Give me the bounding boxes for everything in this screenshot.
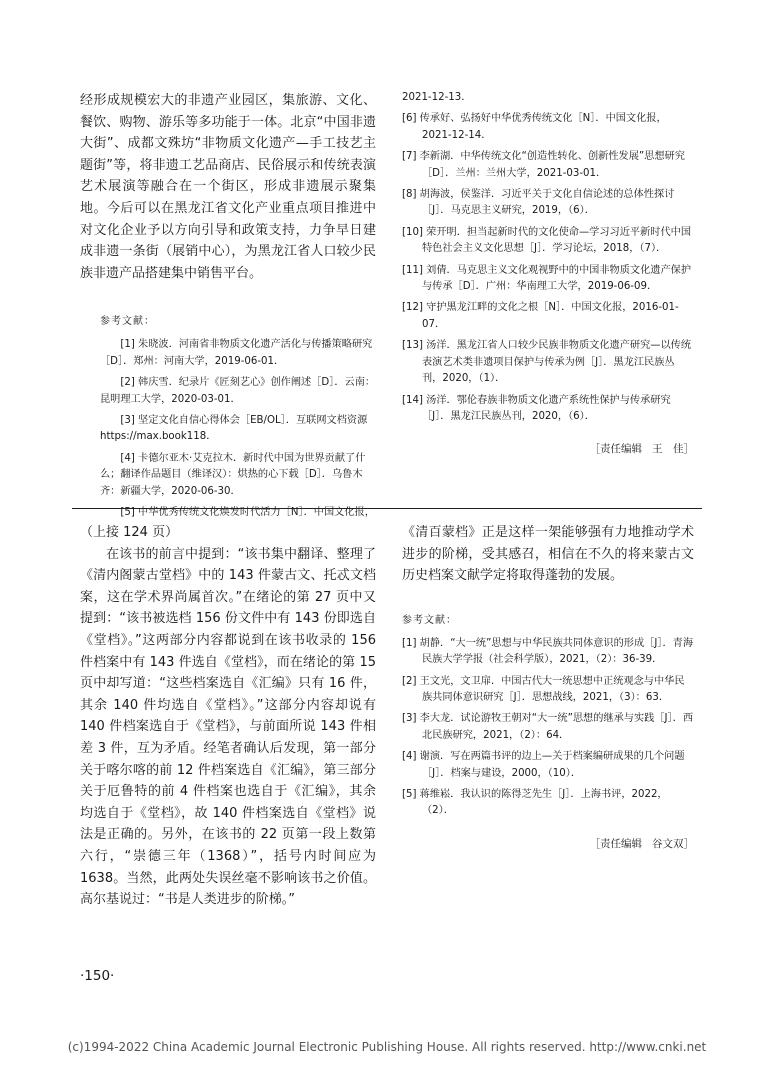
reference-item: [14] 汤洋．鄂伦春族非物质文化遗产系统性保护与传承研究［J］．黑龙江民族丛刊，2020，（6）． (402, 394, 671, 422)
reference-item: [13] 汤洋．黑龙江省人口较少民族非物质文化遗产研究—以传统表演艺术类非遗项目保护与传承为例［J］．黑龙江民族丛刊，2020，（1）． (402, 340, 692, 385)
copyright-footer: (c)1994-2022 China Academic Journal Electronic Publishing House. All rights reserved. http://www.cnki.net (67, 1040, 707, 1054)
reference-item: [7] 李新湖．中华传统文化“创造性转化、创新性发展”思想研究［D］．兰州：兰州大学，2021-03-01． (402, 151, 685, 179)
bottom-right-column (402, 522, 694, 851)
continued-note: （上接 124 页） (80, 525, 179, 540)
reference-item: [2] 韩庆雪．纪录片《匠刻艺心》创作阐述［D］．云南：昆明理工大学，2020-03-01． (100, 377, 376, 405)
reference-item: [8] 胡海波，侯鉴洋．习近平关于文化自信论述的总体性探讨［J］．马克思主义研究，2019，（6）． (402, 189, 675, 217)
editor-credit (402, 836, 694, 851)
reference-item: [1] 朱晓波．河南省非物质文化遗产活化与传播策略研究［D］．郑州：河南大学，2019-06-01． (100, 339, 373, 367)
reference-item: [11] 刘倩．马克思主义文化观视野中的中国非物质文化遗产保护与传承［D］．广州：华南理工大学，2019-06-09． (402, 264, 692, 293)
reference-item: [3] 坚定文化自信心得体会［EB/OL］．互联网文档资源 https://max.book118． (100, 414, 368, 443)
reference-item: 2021-12-13． (402, 92, 472, 103)
body-paragraph: 经形成规模宏大的非遗产业园区，集旅游、文化、餐饮、购物、游乐等多功能于一体。北京“中国非遗大街”、成都文殊坊“非物质文化遗产—手工技艺主题街”等，将非遗工艺品商店、民俗展示和传统表演艺术展演等融合在一个街区，形成非遗展示聚集地。今后可以在黑龙江省文化产业重点项目推进中对文化企业予以方向引导和政策支持，力争早日建成非遗一条街（展销中心），为黑龙江省人口较少民族非遗产品搭建集中销售平台。 (80, 93, 376, 281)
body-paragraph: 《清百蒙档》正是这样一架能够强有力地推动学术进步的阶梯，受其感召，相信在不久的将来蒙古文历史档案文献学定将取得蓬勃的发展。 (402, 525, 694, 584)
reference-item: [4] 卡德尔亚木·艾克拉木．新时代中国为世界贡献了什么；翻译作品题目（维译汉）：烘热的心下载［D］．乌鲁木齐：新疆大学，2020-06-30． (100, 452, 366, 497)
editor-name: 王 佳］ (652, 443, 694, 456)
reference-item: [2] 王文光，文卫扉．中国古代大一统思想中正统观念与中华民族共同体意识研究［J］．思想战线，2021，（3）：63． (402, 675, 685, 703)
editor-credit (402, 441, 694, 456)
reference-item: [4] 谢演．写在两篇书评的边上—关于档案编研成果的几个问题［J］．档案与建设，2000，（10）． (402, 751, 685, 779)
reference-list (402, 90, 694, 425)
editor-label: ［责任编辑 (589, 443, 642, 456)
page-number: ·150· (80, 968, 115, 984)
reference-list (402, 636, 694, 820)
reference-item: [10] 荣开明．担当起新时代的文化使命—学习习近平新时代中国特色社会主义文化思想［J］．学习论坛，2018，（7）． (402, 226, 692, 255)
editor-label: ［责任编辑 (589, 837, 642, 850)
body-paragraph: 在该书的前言中提到：“该书集中翻译、整理了《清内阁蒙古堂档》中的 143 件蒙古文、托忒文档案，这在学术界尚属首次。”在绪论的第 27 页中又提到：“该书被选档 156 份文件中有 143 份即选自《堂档》。”这两部分内容都说到在该书收录的 156 件档案中有 143 件选自《堂档》，而在绪论的第 15 页中却写道：“这些档案选自《汇编》只有 16 件，其余 140 件均选自《堂档》。”这部分内容却说有 140 件档案选自于《堂档》，与前面所说 143 件相差 3 件，互为矛盾。经笔者确认后发现，第一部分关于喀尔喀的前 12 件档案选自《汇编》，第三部分关于厄鲁特的前 4 件档案也选自于《汇编》，其余均选自于《堂档》，故 140 件档案选自《堂档》说法是正确的。另外，在该书的 22 页第一段上数第六行，“崇德三年（1368）”，括号内时间应为 1638。当然，此两处失误丝毫不影响该书之价值。高尔基说过：“书是人类进步的阶梯。” (80, 546, 376, 908)
reference-item: [12] 守护黑龙江畔的文化之根［N］．中国文化报，2016-01-07． (402, 302, 679, 330)
reference-item: [5] 蒋维崧．我认识的陈得芝先生［J］．上海书评，2022，（2）． (402, 789, 668, 817)
reference-item: [3] 李大龙．试论游牧王朝对“大一统”思想的继承与实践［J］．西北民族研究，2021，（2）：64． (402, 713, 694, 741)
references-heading: 参考文献： (100, 316, 155, 328)
section-divider (72, 508, 702, 509)
top-right-column (402, 90, 694, 456)
bottom-left-column (80, 522, 376, 911)
editor-name: 谷文双］ (652, 837, 694, 850)
reference-item: [6] 传承好、弘扬好中华优秀传统文化［N］．中国文化报，2021-12-14． (402, 113, 667, 141)
reference-item: [1] 胡静．“大一统”思想与中华民族共同体意识的形成［J］．青海民族大学学报（社会科学版），2021，（2）：36-39． (402, 637, 694, 666)
reference-item: [5] 中华优秀传统文化焕发时代活力［N］．中国文化报， (120, 507, 375, 518)
top-left-column (80, 90, 376, 521)
references-heading: 参考文献： (402, 614, 457, 626)
reference-list (80, 337, 376, 521)
